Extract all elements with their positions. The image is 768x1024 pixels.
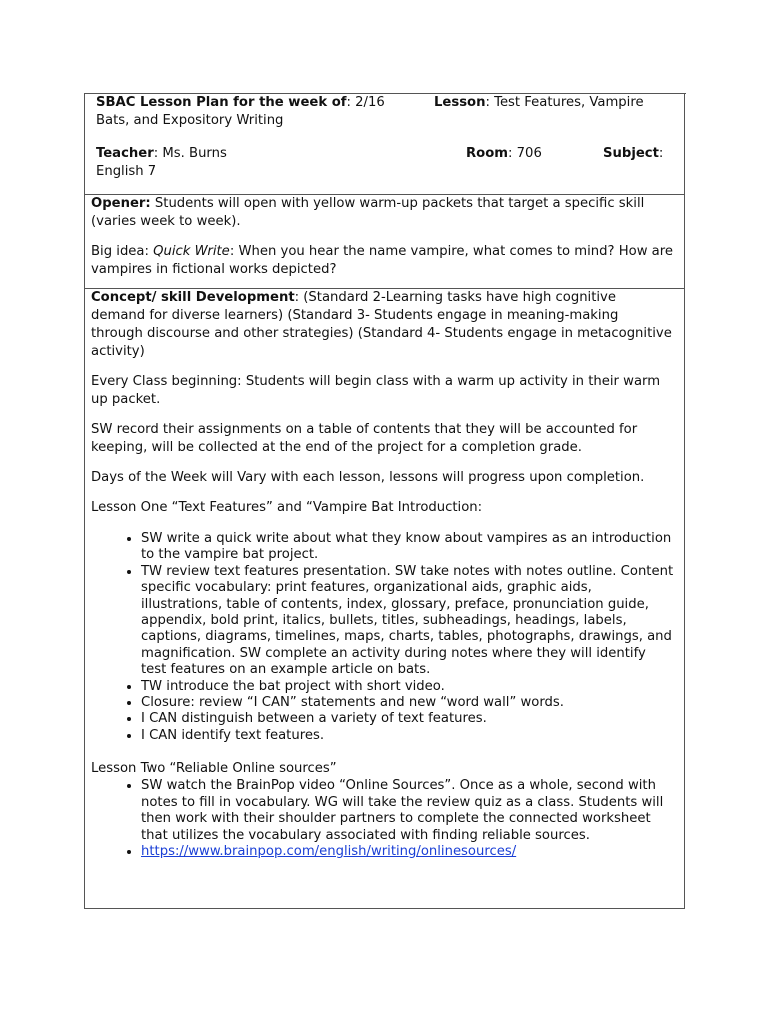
- lesson-one-title: Lesson One “Text Features” and “Vampire Bat Introduction:: [91, 500, 483, 515]
- plan-label: SBAC Lesson Plan for the week of: [96, 95, 347, 110]
- teacher-value: : Ms. Burns: [153, 146, 227, 161]
- list-item: [141, 844, 674, 860]
- concept-standards-paragraph: [91, 289, 674, 361]
- room-line: [466, 145, 542, 163]
- lesson-two-title: Lesson Two “Reliable Online sources”: [91, 761, 337, 777]
- subject-line-2: English 7: [96, 164, 157, 179]
- opener-paragraph: [91, 195, 674, 231]
- lesson-plan-document: [84, 93, 686, 909]
- list-item: • TW introduce the bat project with short video.: [141, 679, 674, 695]
- opener-label: Opener:: [91, 196, 151, 211]
- list-item: • SW write a quick write about what they know about vampires as an introduction to the vampire bat project.: [141, 531, 674, 564]
- lesson-label: Lesson: [434, 95, 486, 110]
- lesson-one-list: [91, 531, 674, 744]
- header-right-rule: [684, 93, 685, 194]
- list-item: • Closure: review “I CAN” statements and new “word wall” words.: [141, 695, 674, 711]
- concept-cell: [84, 289, 685, 909]
- room-label: Room: [466, 146, 509, 161]
- every-class-paragraph: Every Class beginning: Students will begin class with a warm up activity in their warm up packet.: [91, 374, 661, 407]
- week-of-line: [96, 94, 426, 112]
- big-idea-quick-write: Quick Write: [153, 244, 230, 259]
- list-item: • I CAN distinguish between a variety of text features.: [141, 711, 674, 727]
- teacher-label: Teacher: [96, 146, 154, 161]
- header-left-rule: [84, 93, 85, 194]
- list-item: • I CAN identify text features.: [141, 728, 674, 744]
- lesson-line: [434, 94, 684, 112]
- lesson-line-2: Bats, and Expository Writing: [96, 113, 284, 128]
- room-value: : 706: [508, 146, 542, 161]
- lesson-two-list: [91, 778, 674, 860]
- big-idea-text: : When you hear the name vampire, what comes to mind? How are vampires in fictional works depicted?: [91, 244, 673, 277]
- header-cell: [84, 93, 686, 194]
- teacher-line: [96, 145, 227, 163]
- subject-label: Subject: [603, 146, 659, 161]
- opener-cell: [84, 194, 685, 289]
- big-idea-paragraph: [91, 243, 674, 279]
- opener-text: Students will open with yellow warm-up packets that target a specific skill (varies week to week).: [91, 196, 645, 229]
- concept-standards: : (Standard 2-Learning tasks have high cognitive demand for diverse learners) (Standard 3- Students engage in meaning-making through discourse and other strategies) (Standard 4- Students engage in metacognitive activity): [91, 290, 672, 359]
- table-of-contents-paragraph: SW record their assignments on a table of contents that they will be accounted for keeping, will be collected at the end of the project for a completion grade.: [91, 422, 638, 455]
- list-item: • TW review text features presentation. SW take notes with notes outline. Content specific vocabulary: print features, organizational aids, graphic aids, illustrations, table of contents, index, glossary, preface, pronunciation guide, appendix, bold print, italics, bullets, titles, subheadings, headings, labels, captions, diagrams, timelines, maps, charts, tables, photographs, drawings, and magnification. SW complete an activity during notes where they will identify test features on an example article on bats.: [141, 564, 674, 679]
- concept-label: Concept/ skill Development: [91, 290, 295, 305]
- lesson-value: : Test Features, Vampire: [485, 95, 644, 110]
- days-of-week-paragraph: Days of the Week will Vary with each lesson, lessons will progress upon completion.: [91, 470, 645, 485]
- list-item: • SW watch the BrainPop video “Online Sources”. Once as a whole, second with notes to fill in vocabulary. WG will take the review quiz as a class. Students will then work with their shoulder partners to complete the connected worksheet that utilizes the vocabulary associated with finding reliable sources.: [141, 778, 674, 844]
- big-idea-prefix: Big idea:: [91, 244, 154, 259]
- subject-line: [603, 145, 663, 163]
- subject-value: :: [658, 146, 664, 161]
- plan-value: : 2/16: [346, 95, 385, 110]
- brainpop-link[interactable]: https://www.brainpop.com/english/writing/onlinesources/: [141, 843, 517, 859]
